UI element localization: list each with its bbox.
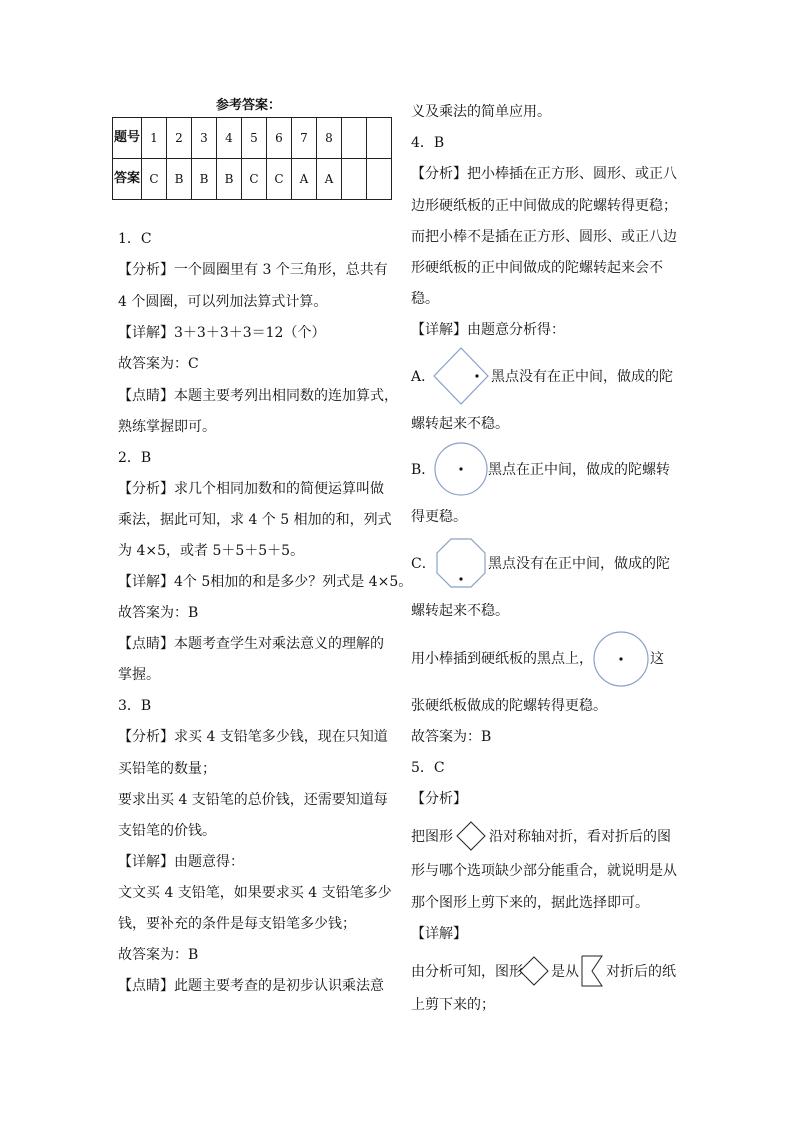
answer-cell: A <box>317 159 342 200</box>
answer-cell: B <box>192 159 217 200</box>
q4-option-a-text: 螺转起来不稳。 <box>411 416 509 432</box>
q2-analysis-line: 为 4×5，或者 5＋5＋5＋5。 <box>118 543 305 559</box>
q3-detail: 【详解】由题意得： <box>118 854 244 870</box>
q2-detail: 【详解】4个 5相加的和是多少？列式是 4×5。 <box>118 574 413 590</box>
number-cell: 6 <box>267 118 292 159</box>
q4-analysis-line: 【分析】把小棒插在正方形、圆形、或正八 <box>411 166 677 182</box>
number-cell: 3 <box>192 118 217 159</box>
diamond-figure <box>455 820 487 852</box>
circle-figure <box>592 630 650 688</box>
q4-conclusion-line: 用小棒插到硬纸板的黑点上， <box>411 651 593 667</box>
q3-answer: 故答案为：B <box>118 947 199 963</box>
q4-analysis-line: 而把小棒不是插在正方形、圆形、或正八边 <box>411 229 677 245</box>
q3-detail-line: 钱，要补充的条件是每支铅笔多少钱； <box>118 916 356 932</box>
q4-analysis-line: 稳。 <box>411 291 439 307</box>
number-cell <box>342 118 367 159</box>
q5-detail-label: 【详解】 <box>411 926 467 942</box>
q2-comment-line: 掌握。 <box>118 667 160 683</box>
q1-answer: 故答案为：C <box>118 356 199 372</box>
q5-analysis-line: 那个图形上剪下来的，据此选择即可。 <box>411 895 649 911</box>
folded-paper-figure <box>580 954 604 988</box>
answer-key-table <box>112 117 392 200</box>
q4-conclusion-line: 这 <box>650 651 664 667</box>
q2-heading: 2．B <box>118 450 152 466</box>
q1-analysis-line: 4 个圆圈，可以列加法算式计算。 <box>118 294 328 310</box>
q3-heading: 3．B <box>118 698 152 714</box>
answer-cell: C <box>142 159 167 200</box>
row-header-number: 题号 <box>113 118 142 159</box>
q2-analysis-line: 乘法，据此可知，求 4 个 5 相加的和，列式 <box>118 512 392 528</box>
answer-cell: B <box>217 159 242 200</box>
row-header-answer: 答案 <box>113 159 142 200</box>
q4-analysis-line: 形硬纸板的正中间做成的陀螺转起来会不 <box>411 260 663 276</box>
q1-detail: 【详解】3＋3＋3＋3＝12（个） <box>118 325 326 341</box>
q5-detail-line: 由分析可知，图形 <box>411 964 523 980</box>
q4-heading: 4．B <box>411 135 445 151</box>
diamond-figure <box>518 955 550 987</box>
q4-conclusion-line: 张硬纸板做成的陀螺转得更稳。 <box>411 698 607 714</box>
q3-analysis-line: 要求出买 4 支铅笔的总价钱，还需要知道每 <box>118 792 388 808</box>
q1-analysis-line: 【分析】一个圆圈里有 3 个三角形，总共有 <box>118 262 388 278</box>
number-cell: 7 <box>292 118 317 159</box>
q4-answer: 故答案为：B <box>411 729 492 745</box>
answer-cell: C <box>267 159 292 200</box>
number-cell: 8 <box>317 118 342 159</box>
q1-comment-line: 熟练掌握即可。 <box>118 419 216 435</box>
q3-analysis-line: 支铅笔的价钱。 <box>118 823 216 839</box>
q5-analysis-line: 形与哪个选项缺少部分能重合，就说明是从 <box>411 863 677 879</box>
q4-option-a-label: A． <box>411 369 436 385</box>
answer-cell: A <box>292 159 317 200</box>
answer-cell <box>367 159 392 200</box>
answer-cell <box>342 159 367 200</box>
q5-analysis-label: 【分析】 <box>411 791 467 807</box>
q4-option-b-label: B． <box>411 462 436 478</box>
number-cell: 4 <box>217 118 242 159</box>
number-cell: 5 <box>242 118 267 159</box>
q5-analysis-line: 把图形 <box>411 829 453 845</box>
rotated-square-figure <box>432 346 490 406</box>
number-cell <box>367 118 392 159</box>
answer-cell: C <box>242 159 267 200</box>
q2-comment-line: 【点睛】本题考查学生对乘法意义的理解的 <box>118 636 384 652</box>
q5-detail-line: 对折后的纸 <box>606 964 676 980</box>
q4-option-b-text: 得更稳。 <box>411 509 467 525</box>
q1-heading: 1．C <box>118 231 152 247</box>
q3-analysis-line: 【分析】求买 4 支铅笔多少钱，现在只知道 <box>118 729 388 745</box>
table-row <box>113 118 392 159</box>
q4-option-c-text: 黑点没有在正中间，做成的陀 <box>488 556 670 572</box>
answer-key-title: 参考答案： <box>216 98 282 113</box>
table-row <box>113 159 392 200</box>
number-cell: 1 <box>142 118 167 159</box>
q3-comment-continuation: 义及乘法的简单应用。 <box>411 104 551 120</box>
number-cell: 2 <box>167 118 192 159</box>
q2-answer: 故答案为：B <box>118 605 199 621</box>
circle-figure <box>433 441 489 497</box>
q4-analysis-line: 边形硬纸板的正中间做成的陀螺转得更稳； <box>411 198 677 214</box>
q5-detail-line: 是从 <box>551 964 579 980</box>
q3-comment-line: 【点睛】此题主要考查的是初步认识乘法意 <box>118 978 384 994</box>
q4-option-c-label: C． <box>411 556 436 572</box>
q3-analysis-line: 买铅笔的数量； <box>118 761 216 777</box>
q5-detail-line: 上剪下来的； <box>411 997 495 1013</box>
q4-detail: 【详解】由题意分析得： <box>411 322 565 338</box>
q4-option-a-text: 黑点没有在正中间，做成的陀 <box>491 369 673 385</box>
q4-option-c-text: 螺转起来不稳。 <box>411 603 509 619</box>
q1-comment-line: 【点睛】本题主要考列出相同数的连加算式， <box>118 388 398 404</box>
answer-cell: B <box>167 159 192 200</box>
q5-heading: 5．C <box>411 760 445 776</box>
q5-analysis-line: 沿对称轴对折，看对折后的图 <box>489 829 671 845</box>
q2-analysis-line: 【分析】求几个相同加数和的简便运算叫做 <box>118 481 384 497</box>
q3-detail-line: 文文买 4 支铅笔，如果要求买 4 支铅笔多少 <box>118 885 392 901</box>
octagon-figure <box>435 537 487 589</box>
q4-option-b-text: 黑点在正中间，做成的陀螺转 <box>488 462 670 478</box>
